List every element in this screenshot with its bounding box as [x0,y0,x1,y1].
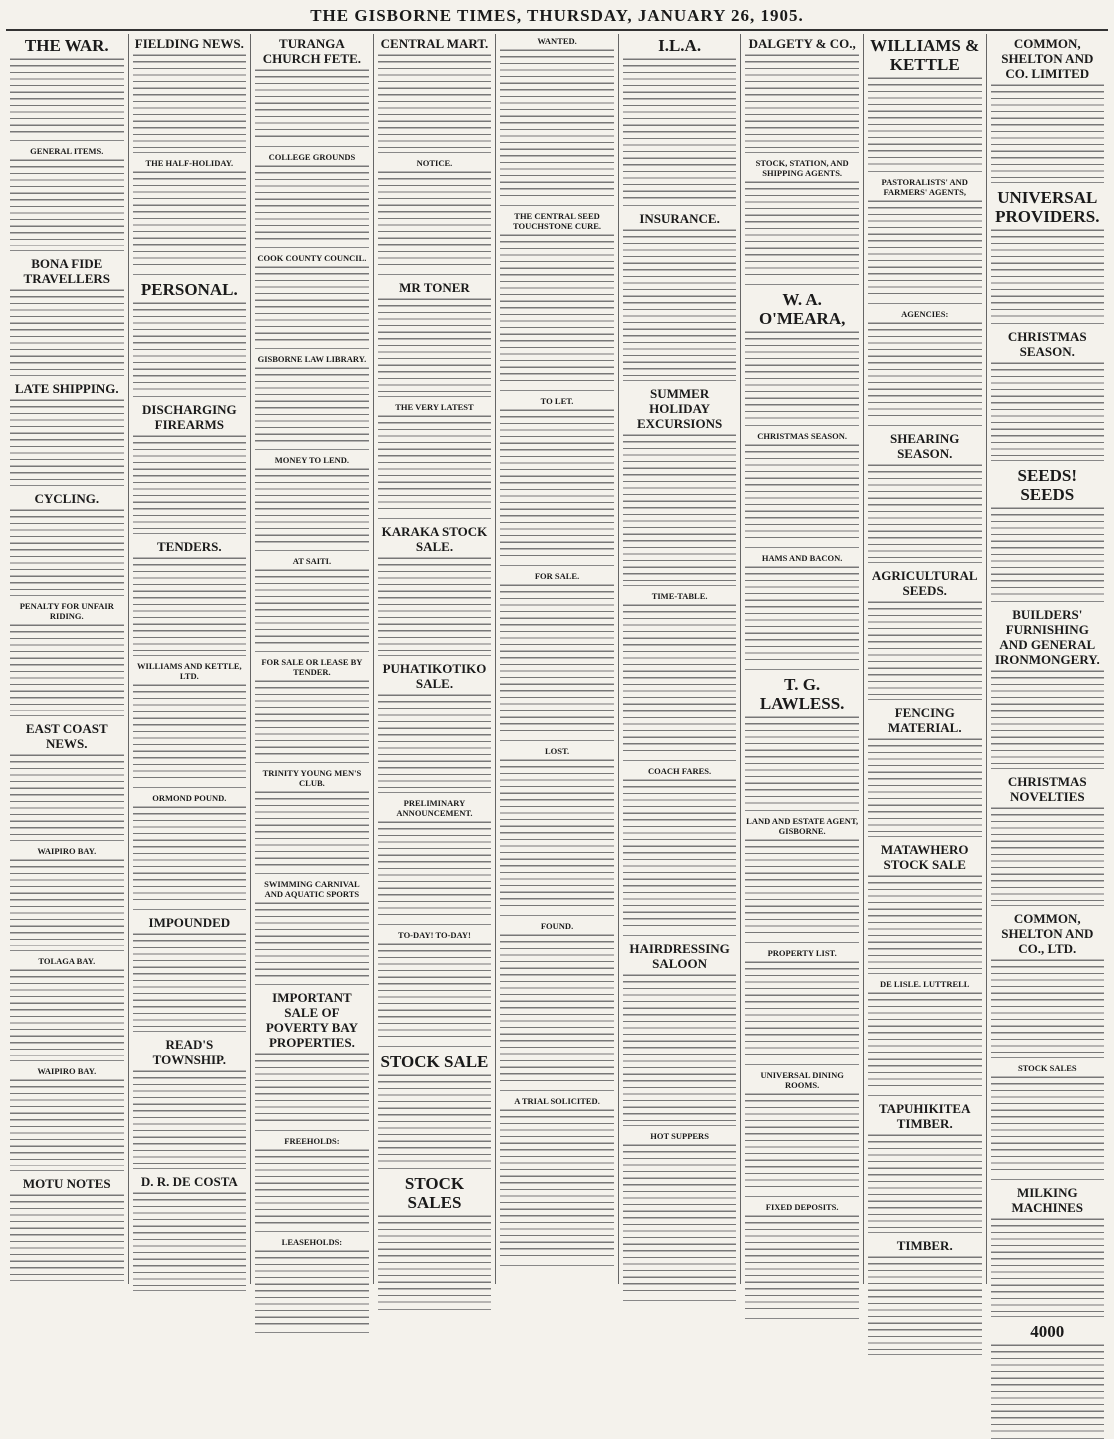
article [133,402,247,534]
article [623,591,737,761]
article [868,568,982,700]
article-heading: IMPORTANT SALE OF POVERTY BAY PROPERTIES. [265,990,358,1050]
article-heading: CYCLING. [34,491,100,506]
article-body-text [10,1193,124,1276]
article-heading: MOTU NOTES [22,1176,111,1191]
article [378,930,492,1047]
article-heading: PRELIMINARY ANNOUNCEMENT. [396,798,473,818]
article-body-text [10,398,124,481]
article [623,766,737,936]
masthead: THE GISBORNE TIMES, THURSDAY, JANUARY 26, 1905. [6,6,1108,31]
article [133,661,247,788]
article-body-text [378,942,492,1042]
article [745,1070,859,1197]
article-body-text [255,790,369,869]
article [500,211,614,391]
article-heading: LATE SHIPPING. [14,381,119,396]
article-body-text [623,1143,737,1296]
article-heading: CENTRAL MART. [380,36,489,51]
article-heading: THE WAR. [24,36,109,55]
article-heading: IMPOUNDED [148,915,231,930]
article-heading: TO-DAY! TO-DAY! [398,930,471,940]
article-heading: I.L.A. [658,36,702,55]
article-heading: WILLIAMS & KETTLE [870,36,980,74]
article-body-text [378,693,492,788]
article-body-text [991,1343,1105,1434]
article-body-text [255,901,369,980]
article-heading: D. R. DE COSTA [140,1174,238,1189]
article-body-text [868,874,982,969]
article [500,571,614,741]
article-body-text [991,958,1105,1053]
article-body-text [133,932,247,1027]
article-heading: FREEHOLDS: [284,1136,340,1146]
article [623,386,737,586]
article [255,152,369,248]
article [500,921,614,1091]
article-heading: DALGETY & CO., [748,36,856,51]
article-body-text [745,960,859,1060]
article-body-text [991,806,1105,901]
article-body-text [133,170,247,270]
article [10,256,124,376]
article [868,177,982,304]
article-body-text [10,57,124,136]
article-body-text [745,565,859,665]
article [991,1322,1105,1439]
article [745,158,859,285]
article-heading: THE CENTRAL SEED TOUCHSTONE CURE. [513,211,602,231]
article [255,1237,369,1333]
article-body-text [991,669,1105,764]
article-body-text [991,228,1105,319]
article [10,601,124,716]
column-3 [251,34,374,1284]
article-heading: DE LISLE. LUTTRELL [879,979,970,989]
article [623,941,737,1126]
column-9 [987,34,1109,1341]
article [991,36,1105,183]
article-body-text [133,301,247,392]
article [991,466,1105,602]
article [133,793,247,910]
article-body-text [623,228,737,376]
article-body-text [10,1078,124,1166]
article-heading: TIMBER. [896,1238,953,1253]
article [255,1136,369,1232]
article [868,1238,982,1355]
column-8 [864,34,987,1284]
article-body-text [745,838,859,938]
article-heading: NOTICE. [416,158,453,168]
article-body-text [133,53,247,148]
article [745,431,859,548]
article-heading: 4000 [1030,1322,1065,1341]
article [745,948,859,1065]
article-heading: COACH FARES. [648,766,712,776]
article-body-text [133,1191,247,1286]
article-body-text [991,506,1105,597]
article-heading: CHRISTMAS NOVELTIES [1007,774,1087,804]
article-body-text [868,463,982,558]
article-body-text [745,1092,859,1192]
article [10,721,124,841]
article-body-text [868,76,982,167]
article [868,309,982,426]
article [745,553,859,670]
article-heading: PROPERTY LIST. [767,948,837,958]
article-body-text [133,683,247,783]
article-heading: TURANGA CHURCH FETE. [262,36,362,66]
article [255,768,369,874]
article [745,290,859,426]
article-body-text [623,433,737,581]
article [133,539,247,656]
article [255,556,369,652]
article-body-text [623,778,737,931]
article-body-text [255,1148,369,1227]
column-4 [374,34,497,1284]
article-body-text [255,366,369,445]
article-heading: PENALTY FOR UNFAIR RIDING. [19,601,114,621]
article-body-text [10,508,124,591]
article [745,816,859,943]
article-heading: MONEY TO LEND. [274,455,350,465]
article-heading: TOLAGA BAY. [38,956,96,966]
article-body-text [255,68,369,142]
article-heading: T. G. LAWLESS. [759,675,845,713]
article-body-text [745,1214,859,1314]
article-heading: STOCK SALES [1017,1063,1077,1073]
article [10,146,124,251]
article [133,280,247,397]
article [255,253,369,349]
article [378,36,492,153]
article-heading: GISBORNE LAW LIBRARY. [257,354,367,364]
article [10,381,124,486]
article-body-text [10,753,124,836]
article [10,1176,124,1281]
article-body-text [500,233,614,386]
article-heading: STOCK, STATION, AND SHIPPING AGENTS. [755,158,849,178]
article-heading: A TRIAL SOLICITED. [514,1096,600,1106]
article-heading: BONA FIDE TRAVELLERS [23,256,111,286]
article [133,158,247,275]
article-heading: COLLEGE GROUNDS [268,152,356,162]
article-heading: HOT SUPPERS [650,1131,709,1141]
article-heading: HAIRDRESSING SALOON [629,941,730,971]
article-body-text [745,330,859,421]
article [133,915,247,1032]
article [133,1174,247,1291]
article-body-text [991,1075,1105,1175]
article-body-text [378,53,492,148]
article-body-text [378,170,492,270]
article-heading: PUHATIKOTIKO SALE. [382,661,487,691]
article [868,431,982,563]
article [991,329,1105,461]
article-heading: TRINITY YOUNG MEN'S CLUB. [262,768,362,788]
article-heading: THE HALF-HOLIDAY. [145,158,234,168]
article-heading: LAND AND ESTATE AGENT, GISBORNE. [746,816,859,836]
article [500,1096,614,1266]
article-heading: EAST COAST NEWS. [25,721,108,751]
article-body-text [500,48,614,201]
article [255,36,369,147]
article [378,1052,492,1169]
column-5 [496,34,619,1284]
article-body-text [745,443,859,543]
article-heading: FIELDING NEWS. [134,36,244,51]
article [378,524,492,656]
article-body-text [255,467,369,546]
article-body-text [10,288,124,371]
article-heading: WILLIAMS AND KETTLE, LTD. [137,661,242,681]
article-heading: TIME-TABLE. [651,591,708,601]
article-heading: AGENCIES: [901,309,949,319]
article-body-text [378,1073,492,1164]
article [623,1131,737,1301]
article-body-text [623,57,737,201]
article-body-text [255,164,369,243]
article-body-text [623,603,737,756]
article [378,798,492,925]
article-heading: ORMOND POUND. [152,793,227,803]
article [868,36,982,172]
article-heading: TO LET. [540,396,574,406]
article-body-text [133,1069,247,1164]
article-body-text [10,623,124,711]
article [255,879,369,985]
article-body-text [255,568,369,647]
article-body-text [623,973,737,1121]
article-body-text [868,321,982,421]
article-heading: KARAKA STOCK SALE. [381,524,488,554]
article-heading: W. A. O'MEARA, [758,290,846,328]
article-heading: FOR SALE OR LEASE BY TENDER. [261,657,363,677]
article [378,402,492,519]
article-heading: PASTORALISTS' AND FARMERS' AGENTS, [881,177,968,197]
article-body-text [10,858,124,946]
article-body-text [500,583,614,736]
article-body-text [868,737,982,832]
article-heading: FOR SALE. [534,571,580,581]
article [745,1202,859,1319]
article [500,36,614,206]
article-body-text [255,265,369,344]
article-heading: STOCK SALES [404,1174,465,1212]
article-heading: READ'S TOWNSHIP. [152,1037,227,1067]
article [378,661,492,793]
article [133,36,247,153]
article-body-text [868,199,982,299]
article [745,675,859,811]
article-body-text [745,715,859,806]
article-body-text [868,1255,982,1350]
article-body-text [868,991,982,1091]
article-body-text [868,600,982,695]
article-heading: PERSONAL. [140,280,238,299]
article-body-text [868,1133,982,1228]
article-heading: HAMS AND BACON. [761,553,843,563]
article-body-text [255,1052,369,1126]
article [378,1174,492,1310]
article [378,280,492,397]
article [868,1101,982,1233]
article [868,705,982,837]
article-body-text [10,968,124,1056]
article [378,158,492,275]
article [10,36,124,141]
article-heading: MILKING MACHINES [1011,1185,1084,1215]
article-heading: LEASEHOLDS: [281,1237,343,1247]
article-heading: AGRICULTURAL SEEDS. [871,568,978,598]
article-body-text [133,434,247,529]
article-heading: SHEARING SEASON. [890,431,960,461]
article-heading: COOK COUNTY COUNCIL. [257,253,367,263]
article-body-text [255,1249,369,1328]
article [255,990,369,1131]
article-heading: GENERAL ITEMS. [30,146,104,156]
article-body-text [378,556,492,651]
article-body-text [378,1214,492,1305]
article-heading: CHRISTMAS SEASON. [1007,329,1087,359]
article-body-text [991,83,1105,178]
article [623,36,737,206]
article-heading: TENDERS. [157,539,222,554]
article [991,774,1105,906]
article-heading: DISCHARGING FIREARMS [142,402,237,432]
article-body-text [745,53,859,148]
article-heading: AT SAITI. [292,556,332,566]
article-body-text [991,361,1105,456]
article [868,842,982,974]
article-body-text [378,414,492,514]
article [10,1066,124,1171]
article-heading: FIXED DEPOSITS. [765,1202,839,1212]
article [255,657,369,763]
article [255,354,369,450]
article [623,211,737,381]
article [133,1037,247,1169]
article-heading: FOUND. [540,921,574,931]
article-body-text [745,180,859,280]
article [991,607,1105,769]
column-7 [741,34,864,1284]
article [10,846,124,951]
article-heading: SUMMER HOLIDAY EXCURSIONS [636,386,723,431]
article [500,396,614,566]
article-heading: UNIVERSAL PROVIDERS. [995,188,1100,226]
article-heading: MATAWHERO STOCK SALE [880,842,969,872]
article-heading: WAIPIRO BAY. [37,846,97,856]
article-heading: COMMON, SHELTON AND CO., LTD. [1001,911,1094,956]
article-heading: STOCK SALE [380,1052,489,1071]
article-heading: WAIPIRO BAY. [37,1066,97,1076]
article-body-text [378,297,492,392]
article-heading: FENCING MATERIAL. [887,705,962,735]
article-heading: WANTED. [537,36,577,46]
article-body-text [10,158,124,246]
article-body-text [500,1108,614,1261]
column-6 [619,34,742,1284]
article-body-text [991,1217,1105,1312]
article-body-text [500,933,614,1086]
article-body-text [133,556,247,651]
article [868,979,982,1096]
article [991,1063,1105,1180]
article-heading: SWIMMING CARNIVAL AND AQUATIC SPORTS [264,879,360,899]
article [10,491,124,596]
column-1 [6,34,129,1284]
article-heading: MR TONER [399,280,470,295]
article [745,36,859,153]
columns [6,34,1108,1341]
article-body-text [133,805,247,905]
article-heading: INSURANCE. [639,211,720,226]
article-heading: UNIVERSAL DINING ROOMS. [760,1070,844,1090]
article [500,746,614,916]
article-heading: CHRISTMAS SEASON. [757,431,848,441]
article-heading: BUILDERS' FURNISHING AND GENERAL IRONMONGERY. [994,607,1100,667]
article [991,911,1105,1058]
article [991,188,1105,324]
article-body-text [255,679,369,758]
article-heading: SEEDS! SEEDS [1017,466,1078,504]
article-heading: COMMON, SHELTON AND CO. LIMITED [1001,36,1094,81]
article [10,956,124,1061]
article-heading: THE VERY LATEST [395,402,474,412]
article-heading: LOST. [544,746,570,756]
article-body-text [378,820,492,920]
article-body-text [500,408,614,561]
article-heading: TAPUHIKITEA TIMBER. [878,1101,971,1131]
article [991,1185,1105,1317]
article-body-text [500,758,614,911]
column-2 [129,34,252,1284]
article [255,455,369,551]
